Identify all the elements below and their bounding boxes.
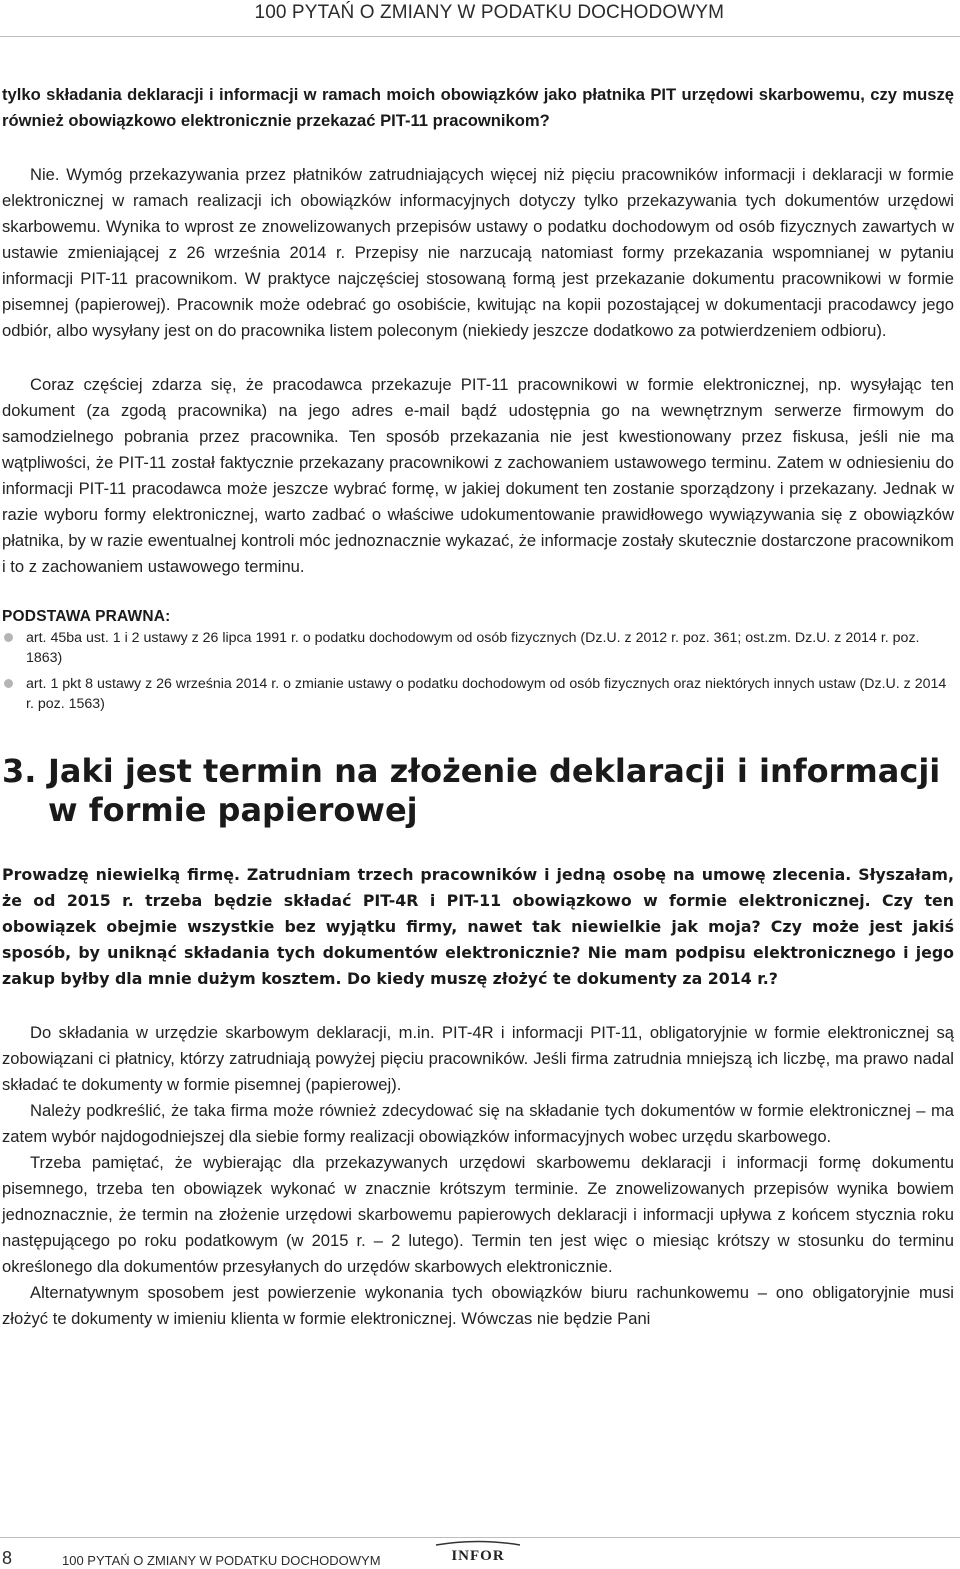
running-header: 100 PYTAŃ O ZMIANY W PODATKU DOCHODOWYM	[254, 2, 724, 23]
legal-basis-item-text: art. 45ba ust. 1 i 2 ustawy z 26 lipca 1991 r. o podatku dochodowym od osób fizycznych (Dz.U. z 2012 r. poz. 361; ost.zm. Dz.U. z 2014 r. poz. 1863)	[26, 630, 920, 666]
answer-1	[2, 162, 954, 580]
footer-rule	[0, 1537, 960, 1538]
spacer	[2, 134, 954, 162]
spacer	[2, 830, 954, 862]
spacer	[2, 580, 954, 608]
header-rule	[0, 36, 960, 37]
bullet-icon	[4, 679, 13, 688]
answer-2-paragraph-3: Trzeba pamiętać, że wybierając dla przekazywanych urzędowi skarbowemu deklaracji i informacji formę dokumentu pisemnego, trzeba ten obowiązek wykonać w znacznie krótszym terminie. Ze znowelizowanych przepisów wynika bowiem jednoznacznie, że termin na złożenie urzędowi skarbowemu papierowych deklaracji i informacji upływa z końcem stycznia roku następującego po roku podatkowym (w 2015 r. – 2 lutego). Termin ten jest więc o miesiąc krótszy w stosunku do terminu określonego dla dokumentów przesyłanych do urzędów skarbowych elektronicznie.	[2, 1153, 954, 1276]
legal-basis-item	[2, 628, 954, 668]
legal-basis-item	[2, 674, 954, 714]
spacer	[2, 720, 954, 752]
answer-1-paragraph-2: Coraz częściej zdarza się, że pracodawca przekazuje PIT-11 pracownikowi w formie elektronicznej, np. wysyłając ten dokument (za zgodą pracownika) na jego adres e-mail bądź udostępnia go na wewnętrznym serwerze firmowym do samodzielnego pobrania przez pracownika. Ten sposób przekazania nie jest kwestionowany przez fiskusa, jeśli nie ma wątpliwości, że PIT-11 został faktycznie przekazany pracownikowi z zachowaniem ustawowego terminu. Zatem w odniesieniu do informacji PIT-11 pracodawca może jeszcze wybrać formę, w jakiej dokument ten zostanie sporządzony i przekazany. Jednak w razie wyboru formy elektronicznej, warto zadbać o właściwe udokumentowanie prawidłowego wywiązywania się z obowiązków płatnika, by w razie ewentualnej kontroli móc jednoznacznie wykazać, że informacje zostały skutecznie dostarczone pracownikom i to z zachowaniem ustawowego terminu.	[2, 375, 954, 576]
footer-title: 100 PYTAŃ O ZMIANY W PODATKU DOCHODOWYM	[62, 1553, 381, 1568]
legal-basis	[2, 608, 954, 714]
spacer	[2, 992, 954, 1020]
infor-logo	[432, 1539, 524, 1563]
page-content	[2, 82, 954, 1332]
section-title	[2, 752, 954, 830]
answer-1-paragraph-1: Nie. Wymóg przekazywania przez płatników zatrudniających więcej niż pięciu pracowników informacji i deklaracji w formie elektronicznej w ramach realizacji ich obowiązków informacyjnych dotyczy tylko przekazywania tych dokumentów urzędowi skarbowemu. Wynika to wprost ze znowelizowanych przepisów ustawy o podatku dochodowym od osób fizycznych zawartych w ustawie zmieniającej z 26 września 2014 r. Przepisy nie narzucają natomiast formy przekazania wspomnianej w pytaniu informacji PIT-11 pracownikom. W praktyce najczęściej stosowaną formą jest przekazanie dokumentu pracownikowi w formie pisemnej (papierowej). Pracownik może odebrać go osobiście, kwitując na kopii pozostającej w dokumentacji pracodawcy jego odbiór, albo wysyłany jest on do pracownika listem poleconym (niekiedy jeszcze dodatkowo za potwierdzeniem odbioru).	[2, 165, 954, 340]
legal-basis-title: PODSTAWA PRAWNA:	[2, 608, 171, 625]
legal-basis-list	[2, 628, 954, 714]
infor-logo-text: INFOR	[451, 1548, 505, 1563]
answer-2-paragraph-4: Alternatywnym sposobem jest powierzenie wykonania tych obowiązków biuru rachunkowemu – ono obligatoryjnie musi złożyć te dokumenty w imieniu klienta w formie elektronicznej. Wówczas nie będzie Pani	[2, 1283, 954, 1328]
section-number: 3.	[2, 752, 37, 790]
answer-2	[2, 1020, 954, 1332]
spacer	[2, 344, 954, 372]
section-title-line-2: w formie papierowej	[48, 791, 418, 829]
bullet-icon	[4, 633, 13, 642]
answer-2-paragraph-1: Do składania w urzędzie skarbowym deklaracji, m.in. PIT-4R i informacji PIT-11, obligatoryjnie w formie elektronicznej są zobowiązani ci płatnicy, którzy zatrudniają powyżej pięciu pracowników. Jeśli firma zatrudnia mniejszą ich liczbę, ma prawo nadal składać te dokumenty w formie pisemnej (papierowej).	[2, 1023, 954, 1094]
question-2: Prowadzę niewielką firmę. Zatrudniam trzech pracowników i jedną osobę na umowę zlecenia. Słyszałam, że od 2015 r. trzeba będzie składać PIT-4R i PIT-11 obowiązkowo w formie elektronicznej. Czy ten obowiązek obejmie wszystkie bez wyjątku firmy, nawet tak niewielkie jak moja? Czy może jest jakiś sposób, by uniknąć składania tych dokumentów elektronicznie? Nie mam podpisu elektronicznego i jego zakup byłby dla mnie dużym kosztem. Do kiedy muszę złożyć te dokumenty za 2014 r.?	[2, 865, 954, 988]
section-title-line-1: Jaki jest termin na złożenie deklaracji i informacji	[48, 752, 941, 790]
legal-basis-item-text: art. 1 pkt 8 ustawy z 26 września 2014 r. o zmianie ustawy o podatku dochodowym od osób fizycznych oraz niektórych innych ustaw (Dz.U. z 2014 r. poz. 1563)	[26, 676, 947, 712]
question-1: tylko składania deklaracji i informacji w ramach moich obowiązków jako płatnika PIT urzędowi skarbowemu, czy muszę również obowiązkowo elektronicznie przekazać PIT-11 pracownikom?	[2, 85, 954, 130]
page-number: 8	[2, 1548, 13, 1568]
answer-2-paragraph-2: Należy podkreślić, że taka firma może również zdecydować się na składanie tych dokumentów w formie elektronicznej – ma zatem wybór najdogodniejszej dla siebie formy realizacji obowiązków informacyjnych wobec urzędu skarbowego.	[2, 1101, 954, 1146]
